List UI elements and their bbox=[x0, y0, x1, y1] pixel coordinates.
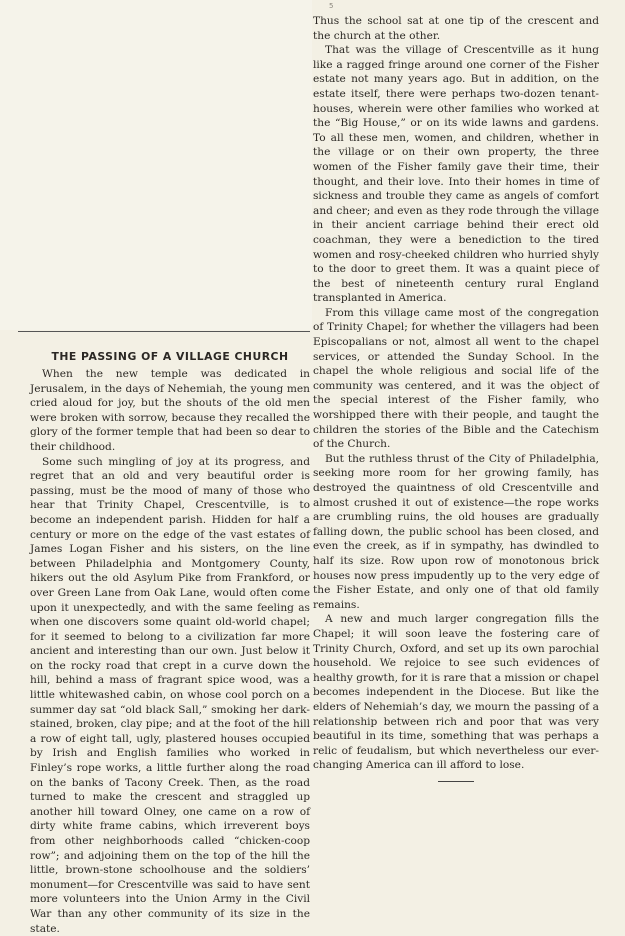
end-rule bbox=[438, 781, 474, 782]
right-column bbox=[313, 14, 599, 782]
paragraph: From this village came most of the congregation of Trinity Chapel; for whether the villagers had been Episcopalians or not, almost all went to the chapel services, or attended the Sunday School. In the chapel the whole religious and social life of the community was centered, and it was the object of the special interest of the Fisher family, who worshipped there with their people, and taught the children the stories of the Bible and the Catechism of the Church. bbox=[313, 306, 599, 451]
article-title: THE PASSING OF A VILLAGE CHURCH bbox=[51, 350, 289, 363]
blank-area bbox=[0, 0, 312, 330]
page-mark: 5 bbox=[329, 2, 334, 10]
section-rule bbox=[18, 331, 310, 332]
paragraph: But the ruthless thrust of the City of Philadelphia, seeking more room for her growing family, has destroyed the quaintness of old Crescentville and almost crushed it out of existence—the rope works are crumbling ruins, the old houses are gradually falling down, the public school has been closed, and even the creek, as if in sympathy, has dwindled to half its size. Row upon row of monotonous brick houses now press impudently up to the very edge of the Fisher Estate, and only one of that old family remains. bbox=[313, 452, 599, 611]
paragraph: That was the village of Crescentville as it hung like a ragged fringe around one corner of the Fisher estate not many years ago. But in addition, on the estate itself, there were perhaps two-dozen tenant-houses, wherein were other families who worked at the “Big House,” or on its wide lawns and gardens. To all these men, women, and children, whether in the village or on their own property, the three women of the Fisher family gave their time, their thought, and their love. Into their homes in time of sickness and trouble they came as angels of comfort and cheer; and even as they rode through the village in their ancient carriage behind their erect old coachman, they were a benediction to the tired women and rosy-cheeked children who hurried shyly to the door to greet them. It was a quaint piece of the best of nineteenth century rural England transplanted in America. bbox=[313, 44, 599, 305]
left-column bbox=[30, 350, 310, 936]
paragraph: Some such mingling of joy at its progress, and regret that an old and very beautiful order is passing, must be the mood of many of those who hear that Trinity Chapel, Crescentville, is to become an independent parish. Hidden for half a century or more on the edge of the vast estates of James Logan Fisher and his sisters, on the line between Philadelphia and Montgomery County, hikers out the old Asylum Pike from Frankford, or over Green Lane from Oak Lane, would often come upon it unexpectedly, and with the same feeling as when one discovers some quaint old-world chapel; for it seemed to belong to a civilization far more ancient and interesting than our own. Just below it on the rocky road that crept in a curve down the hill, behind a mass of fragrant spice wood, was a little whitewashed cabin, on whose cool porch on a summer day sat “old black Sall,” smoking her dark-stained, broken, clay pipe; and at the foot of the hill a row of eight tall, ugly, plastered houses occupied by Irish and English families who worked in Finley’s rope works, a little further along the road on the banks of Tacony Creek. Then, as the road turned to make the crescent and straggled up another hill toward Olney, one came on a row of dirty white frame cabins, which irreverent boys from other neighborhoods called “chicken-coop row”; and adjoining them on the top of the hill the little, brown-stone schoolhouse and the soldiers’ monument—for Crescentville was said to have sent more volunteers into the Union Army in the Civil War than any other community of its size in the state. bbox=[30, 455, 310, 935]
paragraph-continuation: Thus the school sat at one tip of the crescent and the church at the other. bbox=[313, 15, 599, 42]
paragraph: When the new temple was dedicated in Jerusalem, in the days of Nehemiah, the young men cried aloud for joy, but the shouts of the old men were broken with sorrow, because they recalled the glory of the former temple that had been so dear to their childhood. bbox=[30, 368, 310, 453]
paragraph: A new and much larger congregation fills the Chapel; it will soon leave the fostering care of Trinity Church, Oxford, and set up its own parochial household. We rejoice to see such evidences of healthy growth, for it is rare that a mission or chapel becomes independent in the Diocese. But like the elders of Nehemiah’s day, we mourn the passing of a relationship between rich and poor that was very beautiful in its time, something that was perhaps a relic of feudalism, but which nevertheless our ever-changing America can ill afford to lose. bbox=[313, 613, 599, 772]
